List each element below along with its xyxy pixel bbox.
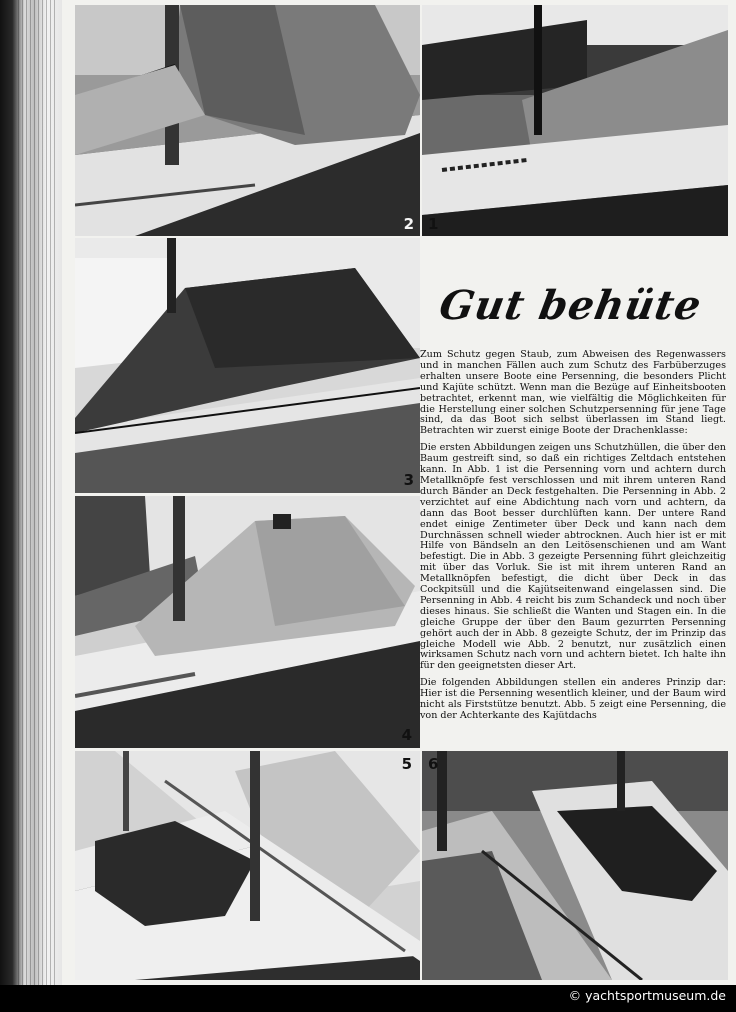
photo-number-4: 4 — [401, 726, 412, 744]
article-paragraph-1: Zum Schutz gegen Staub, zum Abweisen des Regenwassers und in manchen Fällen auch zum Schutz des Farbüberzuges erhalten unsere Boote eine Persenning, die besonders Plicht und Kajüte schützt. Wenn man die Bezüge auf Einheitsbooten betrachtet, erkennt man, wie vielfältig die Möglichkeiten für die Herstellung einer solchen Schutzpersenning für jene Tage sind, da das Boot sich selbst überlassen im Stand liegt. Betrachten wir zuerst einige Boote der Drachenklasse: — [420, 349, 726, 437]
copyright-credit: © yachtsportmuseum.de — [568, 988, 726, 1003]
book-spine-gutter — [0, 0, 62, 985]
photo-number-5: 5 — [401, 755, 412, 773]
photo-number-6: 6 — [428, 755, 439, 773]
photo-1 — [422, 5, 728, 236]
photo-6 — [422, 751, 728, 980]
photo-4 — [75, 496, 420, 748]
photo-2 — [75, 5, 420, 236]
photo-5 — [75, 751, 420, 980]
article-paragraph-2: Die ersten Abbildungen zeigen uns Schutzhüllen, die über den Baum gestreift sind, so daß ein richtiges Zeltdach entstehen kann. In Abb. 1 ist die Persenning vorn und achtern durch Metallknöpfe fest verschlossen und mit ihrem unteren Rand durch Bänder an Deck festgehalten. Die Persenning in Abb. 2 verzichtet auf eine Abdichtung nach vorn und achtern, da dann das Boot besser durchlüften kann. Der untere Rand endet einige Zentimeter über Deck und kann nach dem Durchnässen schnell wieder abtrocknen. Auch hier ist er mit Hilfe von Bändseln an den Leitösenschienen und am Want befestigt. Die in Abb. 3 gezeigte Persenning führt gleichzeitig mit über das Vorluk. Sie ist mit ihrem unteren Rand an Metallknöpfen befestigt, die dicht über Deck in das Cockpitsüll und die Kajütseitenwand eingelassen sind. Die Persenning in Abb. 4 reicht bis zum Schandeck und noch über dieses hinaus. Sie schließt die Wanten und Stagen ein. In die gleiche Gruppe der über den Baum gezurrten Persenning gehört auch der in Abb. 8 gezeigte Schutz, der im Prinzip das gleiche Modell wie Abb. 2 benutzt, nur zusätzlich einen wirksamen Schutz nach vorn und achtern bietet. Ich halte ihn für den geeignetsten dieser Art. — [420, 442, 726, 672]
page-edges — [18, 0, 58, 985]
photo-number-2: 2 — [403, 215, 414, 233]
article-body — [420, 350, 726, 728]
photo-number-1: 1 — [428, 215, 439, 233]
article-paragraph-3: Die folgenden Abbildungen stellen ein anderes Prinzip dar: Hier ist die Persenning wesentlich kleiner, und der Baum wird nicht als Firststütze benutzt. Abb. 5 zeigt eine Persenning, die von der Achterkante des Kajütdachs — [420, 677, 726, 721]
photo-3 — [75, 238, 420, 493]
article-heading: Gut behüte — [435, 282, 706, 329]
photo-number-3: 3 — [403, 471, 414, 489]
